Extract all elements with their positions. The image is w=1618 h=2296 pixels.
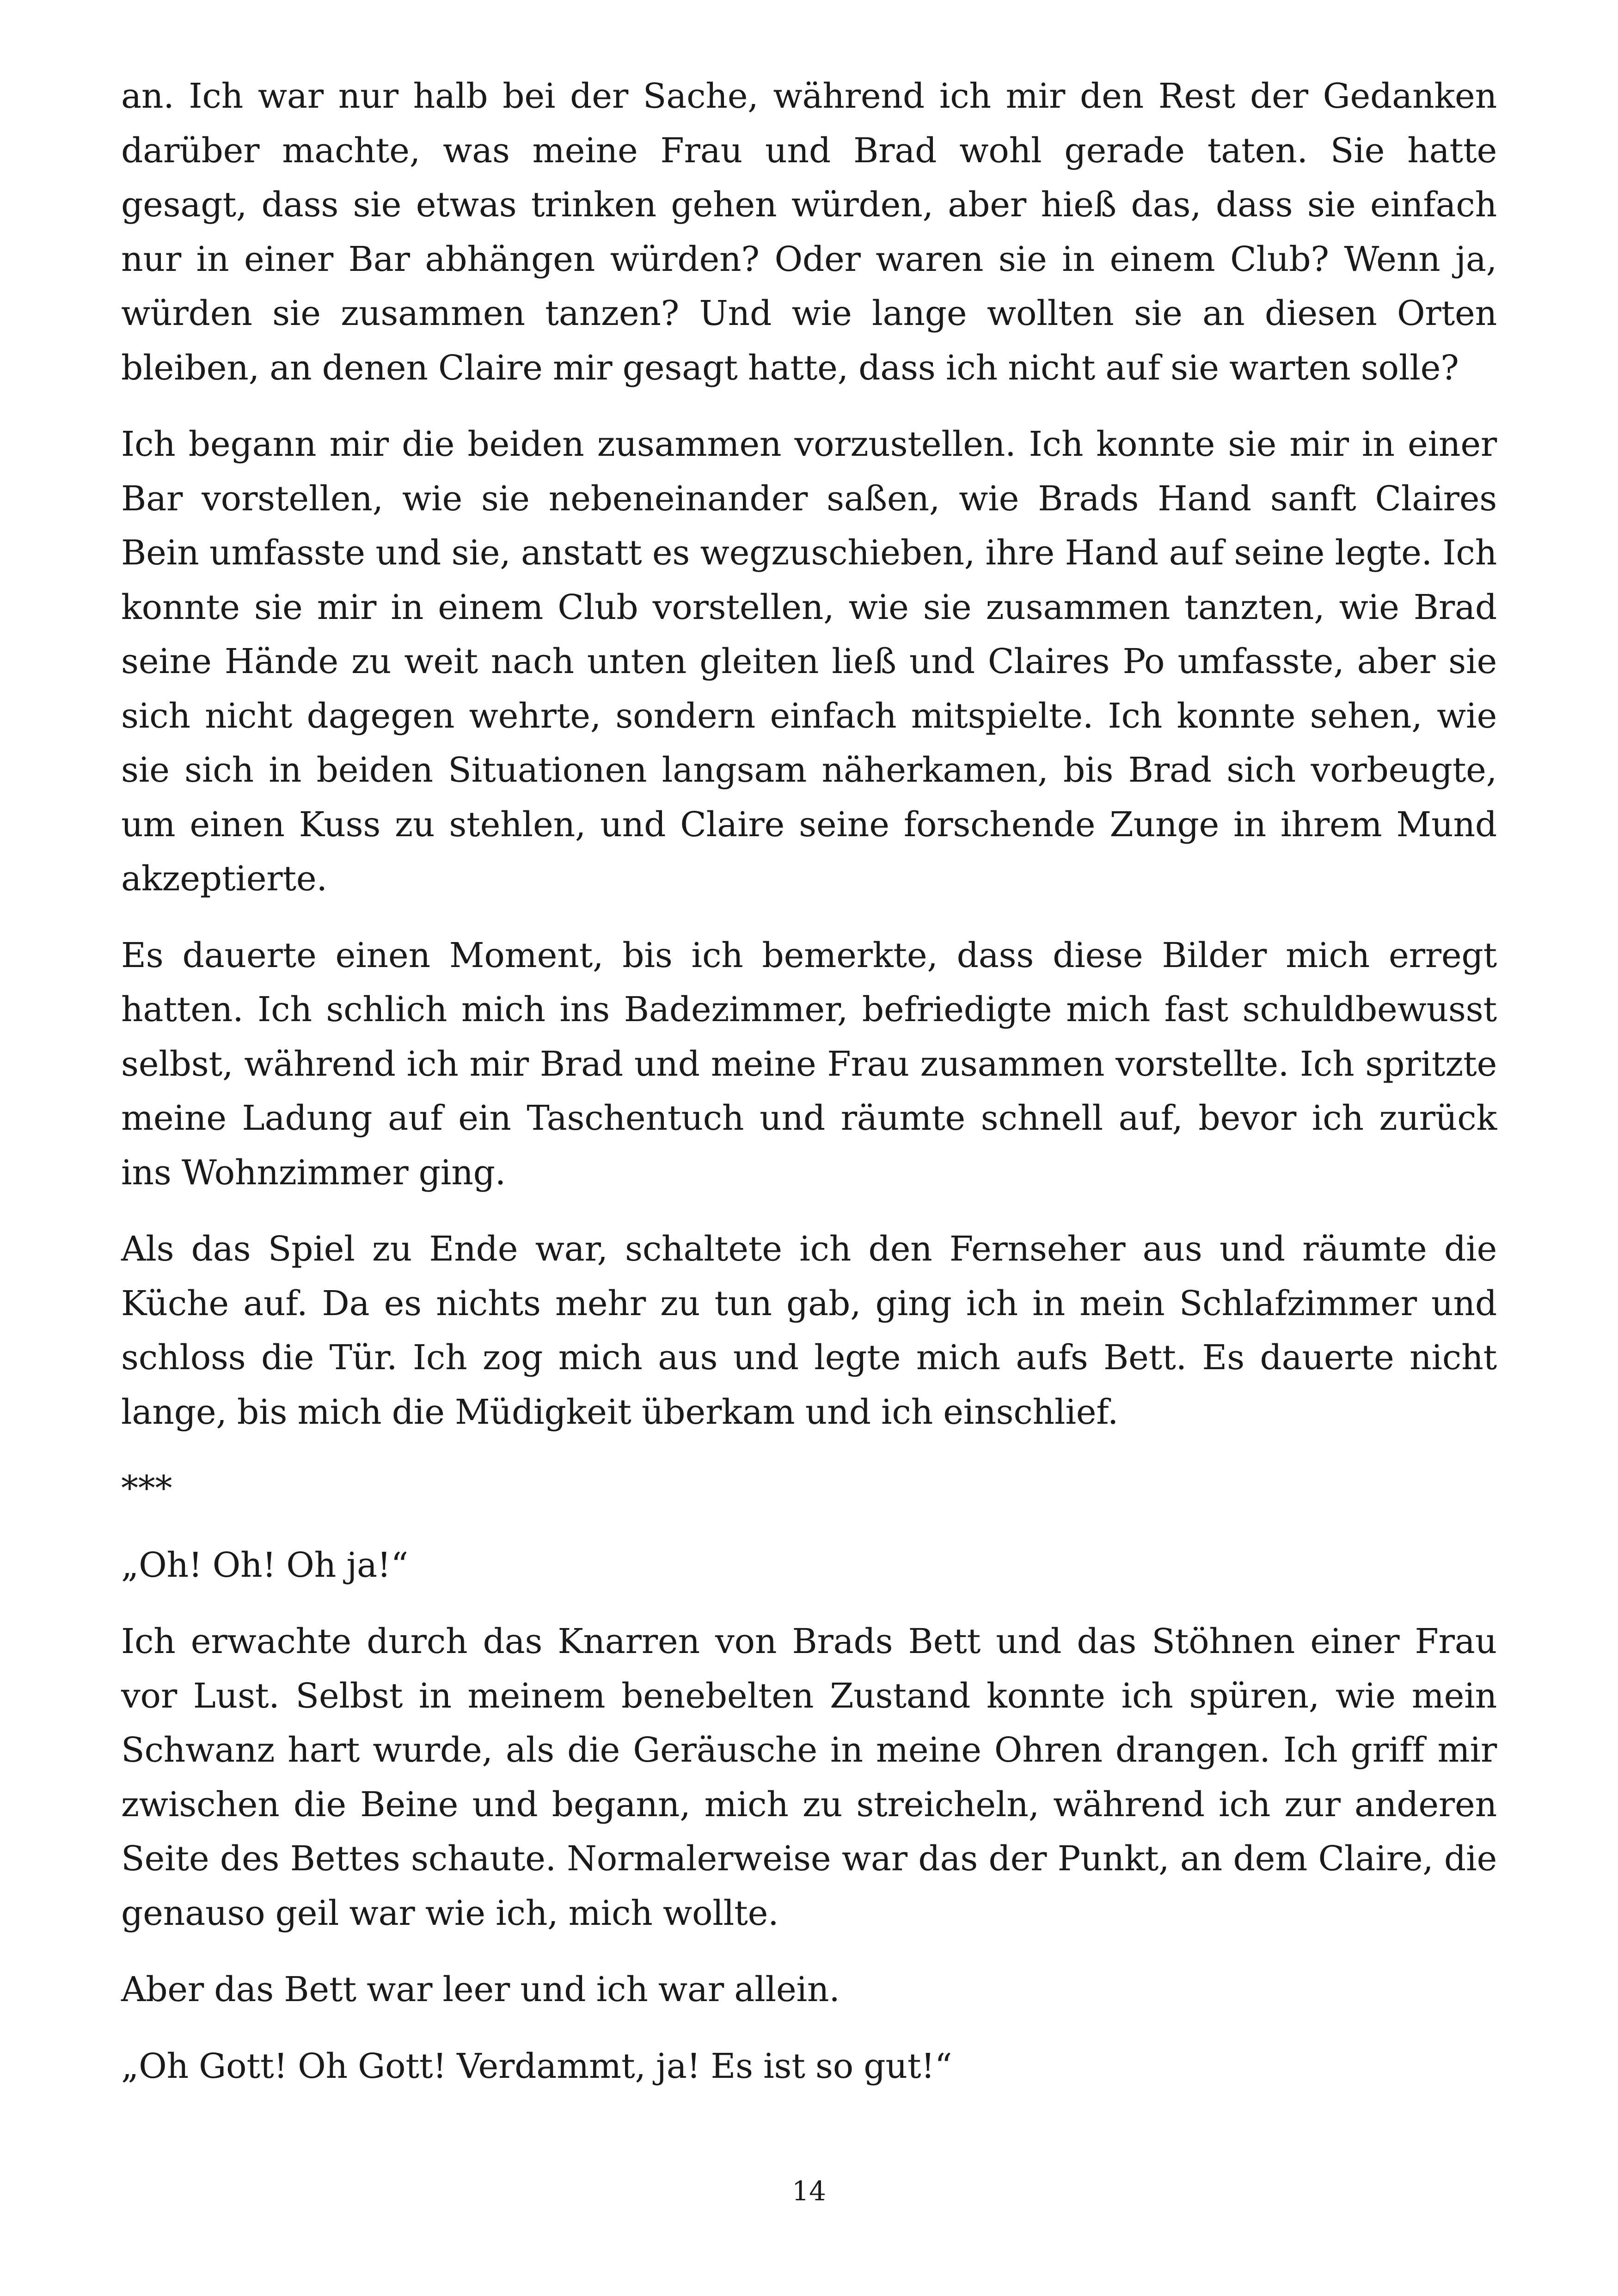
scene-break: ***: [121, 1469, 172, 1508]
dialogue-line-2: „Oh Gott! Oh Gott! Verdammt, ja! Es ist so gut!“: [121, 2046, 952, 2086]
paragraph-2: Ich begann mir die beiden zusammen vorzustellen. Ich konnte sie mir in einer Bar vorstellen, wie sie nebeneinander saßen, wie Brads Hand sanft Claires Bein umfasste und sie, anstatt es wegzuschieben, ihre Hand auf seine legte. Ich konnte sie mir in einem Club vorstellen, wie sie zusammen tanzten, wie Brad seine Hände zu weit nach unten gleiten ließ und Claires Po umfasste, aber sie sich nicht dagegen wehrte, sondern einfach mitspielte. Ich konnte sehen, wie sie sich in beiden Situationen langsam näherkamen, bis Brad sich vorbeugte, um einen Kuss zu stehlen, und Claire seine forschende Zunge in ihrem Mund akzeptierte.: [121, 424, 1497, 899]
paragraph-5: Ich erwachte durch das Knarren von Brads Bett und das Stöhnen einer Frau vor Lust. Selbst in meinem benebelten Zustand konnte ich spüren, wie mein Schwanz hart wurde, als die Geräusche in meine Ohren drangen. Ich griff mir zwischen die Beine und begann, mich zu streicheln, während ich zur anderen Seite des Bettes schaute. Normalerweise war das der Punkt, an dem Claire, die genauso geil war wie ich, mich wollte.: [121, 1622, 1497, 1933]
page-number: 14: [792, 2175, 826, 2207]
page-body: [121, 69, 1497, 2094]
dialogue-line-1: „Oh! Oh! Oh ja!“: [121, 1545, 408, 1585]
paragraph-3: Es dauerte einen Moment, bis ich bemerkte, dass diese Bilder mich erregt hatten. Ich schlich mich ins Badezimmer, befriedigte mich fast schuldbewusst selbst, während ich mir Brad und meine Frau zusammen vorstellte. Ich spritzte meine Ladung auf ein Taschentuch und räumte schnell auf, bevor ich zurück ins Wohnzimmer ging.: [121, 935, 1497, 1193]
paragraph-1: an. Ich war nur halb bei der Sache, während ich mir den Rest der Gedanken darüber machte, was meine Frau und Brad wohl gerade taten. Sie hatte gesagt, dass sie etwas trinken gehen würden, aber hieß das, dass sie einfach nur in einer Bar abhängen würden? Oder waren sie in einem Club? Wenn ja, würden sie zusammen tanzen? Und wie lange wollten sie an diesen Orten bleiben, an denen Claire mir gesagt hatte, dass ich nicht auf sie warten solle?: [121, 76, 1497, 388]
paragraph-6: Aber das Bett war leer und ich war allein.: [121, 1970, 840, 2009]
paragraph-4: Als das Spiel zu Ende war, schaltete ich den Fernseher aus und räumte die Küche auf. Da es nichts mehr zu tun gab, ging ich in mein Schlafzimmer und schloss die Tür. Ich zog mich aus und legte mich aufs Bett. Es dauerte nicht lange, bis mich die Müdigkeit überkam und ich einschlief.: [121, 1229, 1497, 1432]
